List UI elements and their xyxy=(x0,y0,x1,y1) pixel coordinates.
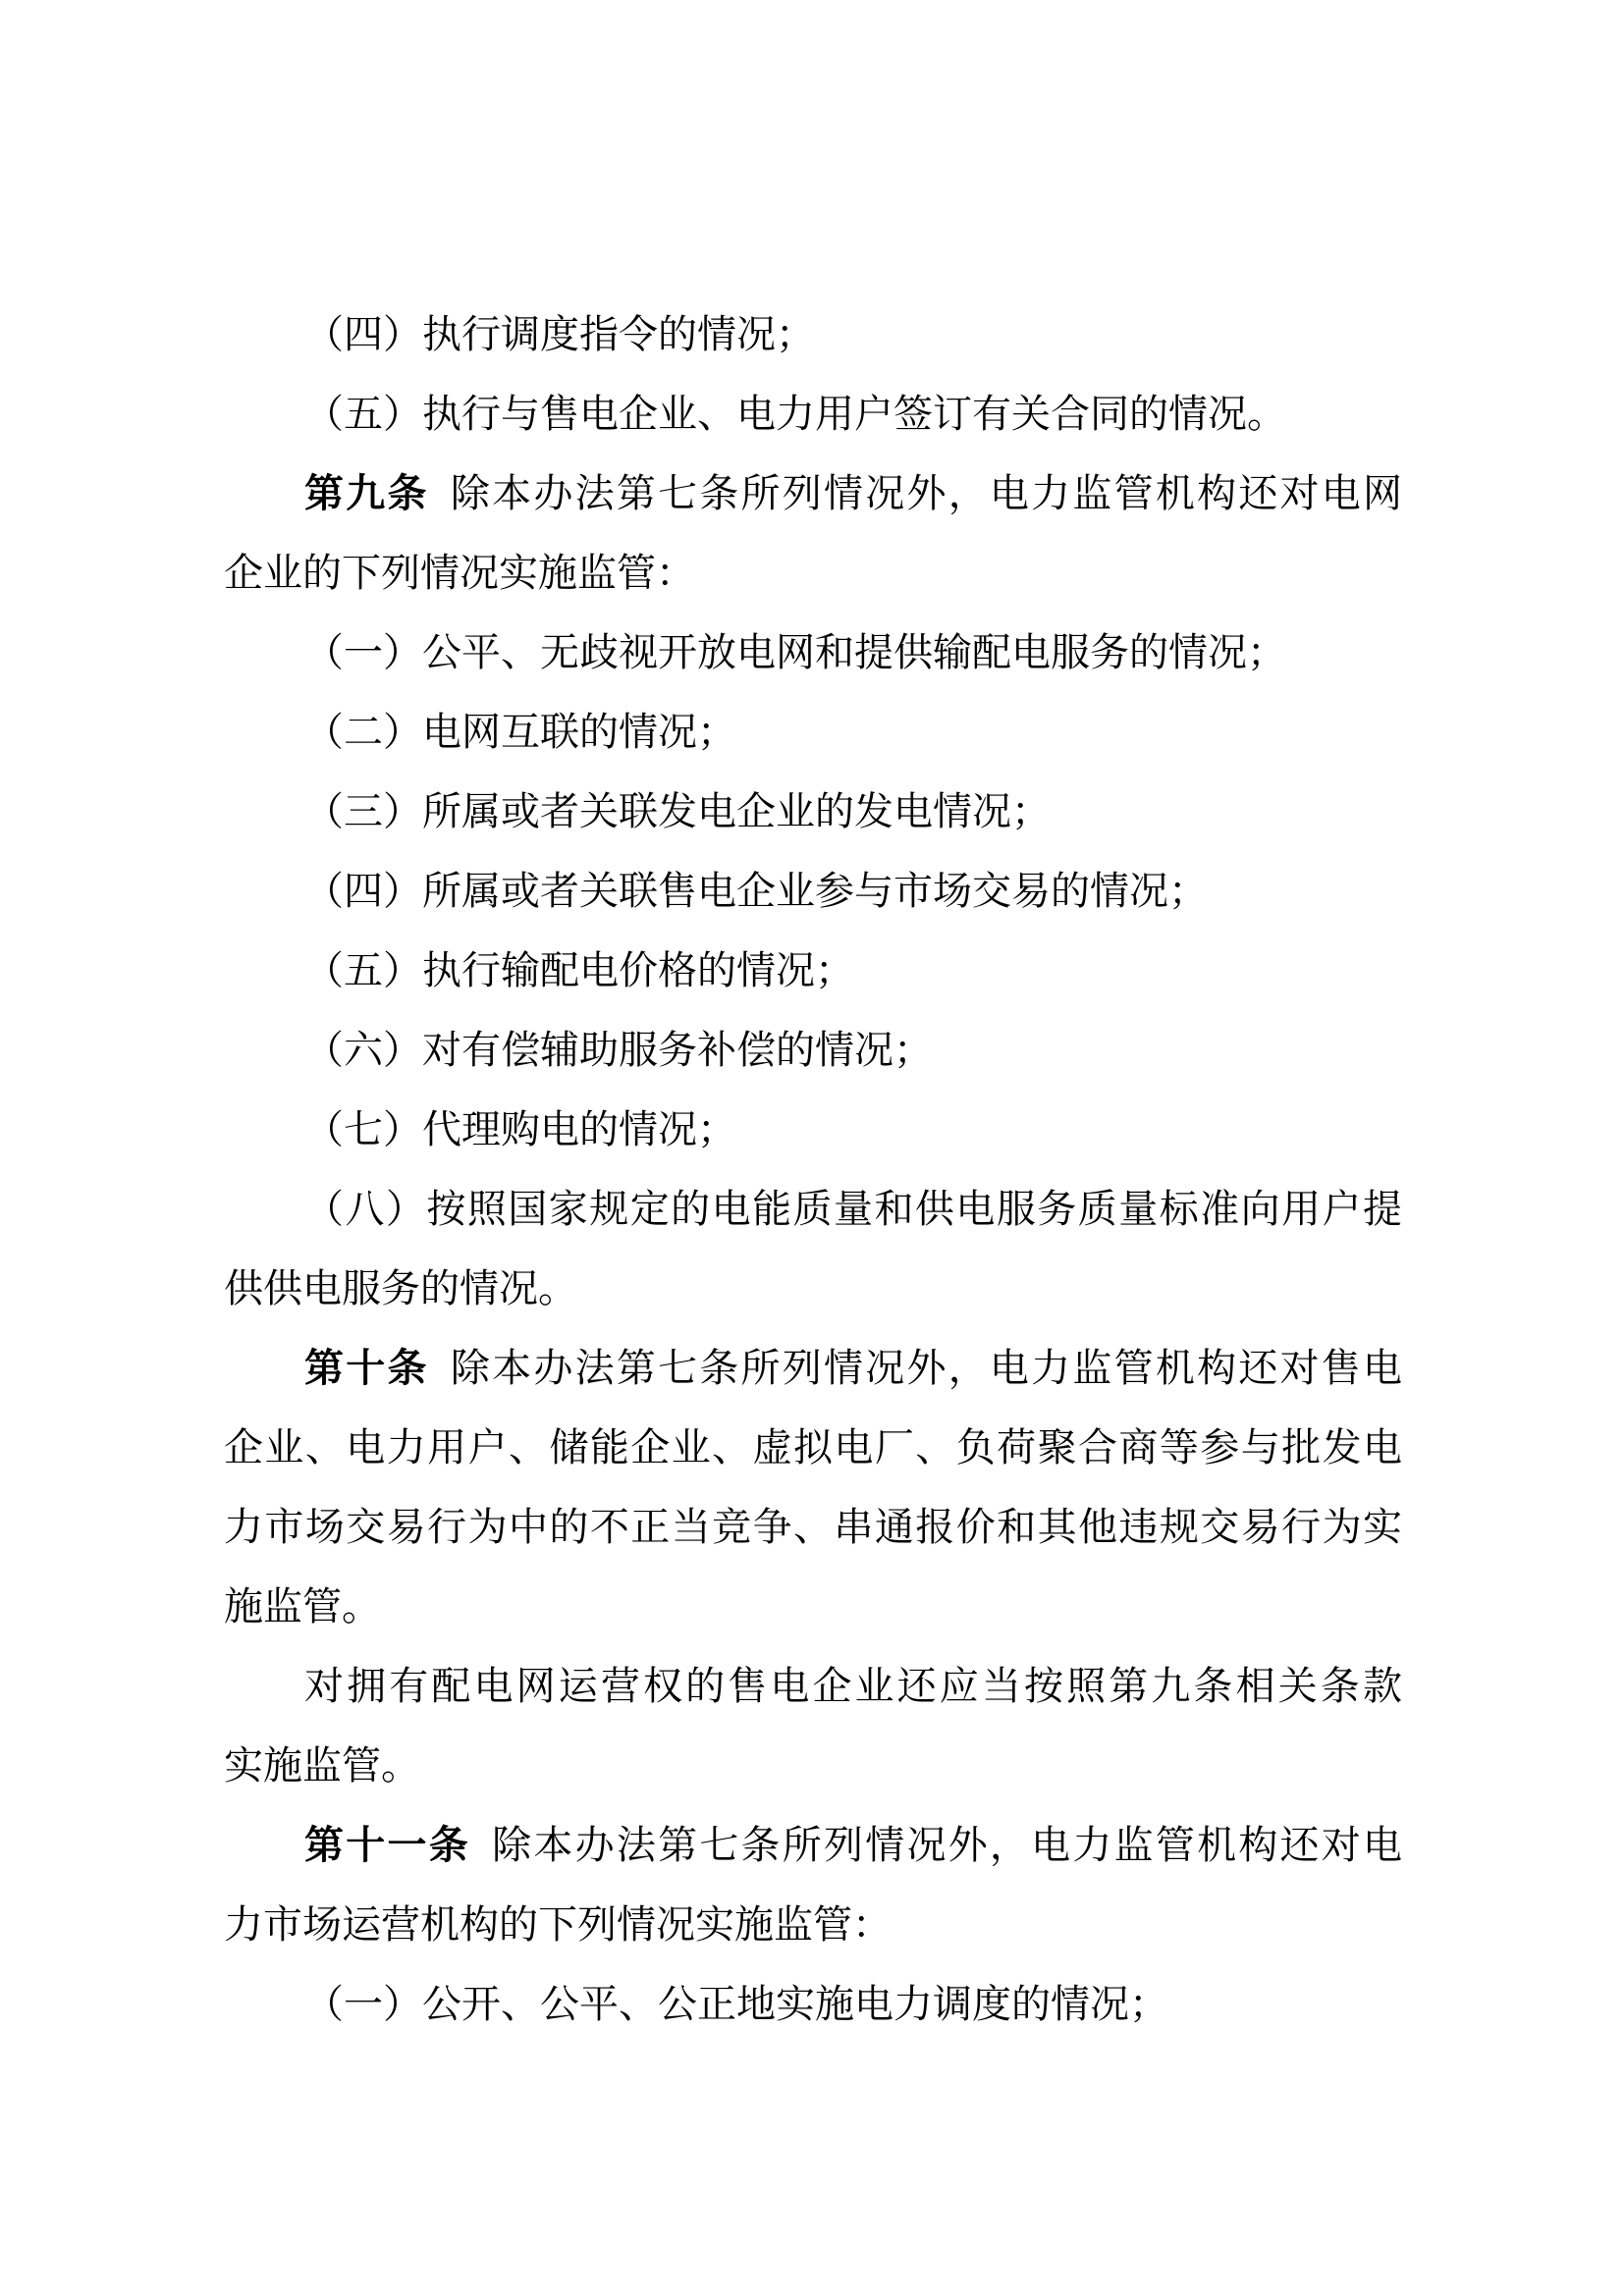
text-segment: （八）按照国家规定的电能质量和供电服务质量标准向用户提 xyxy=(304,1187,1402,1231)
text-line xyxy=(224,1010,1402,1090)
text-line xyxy=(224,1567,1402,1646)
text-segment: 除本办法第七条所列情况外，电力监管机构还对电网 xyxy=(428,471,1402,515)
text-line xyxy=(224,1249,1402,1328)
text-line xyxy=(224,851,1402,931)
text-segment: 企业、电力用户、储能企业、虚拟电厂、负荷聚合商等参与批发电 xyxy=(224,1425,1402,1469)
text-line xyxy=(224,1487,1402,1567)
text-segment: 施监管。 xyxy=(224,1584,381,1629)
text-line xyxy=(224,1408,1402,1487)
text-line xyxy=(224,533,1402,613)
text-line xyxy=(224,294,1402,374)
text-segment: （一）公平、无歧视开放电网和提供输配电服务的情况； xyxy=(304,630,1286,674)
text-line xyxy=(224,1726,1402,1805)
text-segment: （四）执行调度指令的情况； xyxy=(304,312,815,356)
text-segment: 除本办法第七条所列情况外，电力监管机构还对售电 xyxy=(428,1346,1402,1390)
text-line xyxy=(224,454,1402,533)
article-number: 第十条 xyxy=(304,1347,429,1390)
text-line xyxy=(224,1646,1402,1726)
text-segment: （二）电网互联的情况； xyxy=(304,710,736,754)
text-line xyxy=(224,931,1402,1010)
text-line xyxy=(224,692,1402,772)
text-line xyxy=(224,1169,1402,1249)
text-segment: 企业的下列情况实施监管： xyxy=(224,551,695,595)
text-segment: 力市场运营机构的下列情况实施监管： xyxy=(224,1902,892,1947)
text-segment: （四）所属或者关联售电企业参与市场交易的情况； xyxy=(304,869,1208,913)
text-segment: 对拥有配电网运营权的售电企业还应当按照第九条相关条款 xyxy=(304,1664,1402,1708)
text-line xyxy=(224,1090,1402,1169)
article-number: 第十一条 xyxy=(304,1824,470,1867)
document-page xyxy=(224,294,1402,2044)
text-segment: 力市场交易行为中的不正当竞争、串通报价和其他违规交易行为实 xyxy=(224,1505,1402,1549)
text-segment: （一）公开、公平、公正地实施电力调度的情况； xyxy=(304,1982,1168,2026)
text-segment: 供供电服务的情况。 xyxy=(224,1266,577,1310)
text-segment: 除本办法第七条所列情况外，电力监管机构还对电 xyxy=(469,1823,1402,1867)
text-line xyxy=(224,374,1402,454)
article-number: 第九条 xyxy=(304,472,429,515)
text-segment: （五）执行与售电企业、电力用户签订有关合同的情况。 xyxy=(304,392,1286,436)
text-line xyxy=(224,1964,1402,2044)
text-segment: 实施监管。 xyxy=(224,1743,420,1788)
text-line xyxy=(224,1328,1402,1408)
text-line xyxy=(224,613,1402,692)
text-segment: （五）执行输配电价格的情况； xyxy=(304,948,854,992)
text-segment: （三）所属或者关联发电企业的发电情况； xyxy=(304,789,1051,833)
text-segment: （七）代理购电的情况； xyxy=(304,1107,736,1151)
text-line xyxy=(224,772,1402,851)
text-line xyxy=(224,1805,1402,1885)
text-segment: （六）对有偿辅助服务补偿的情况； xyxy=(304,1028,933,1072)
text-line xyxy=(224,1885,1402,1964)
